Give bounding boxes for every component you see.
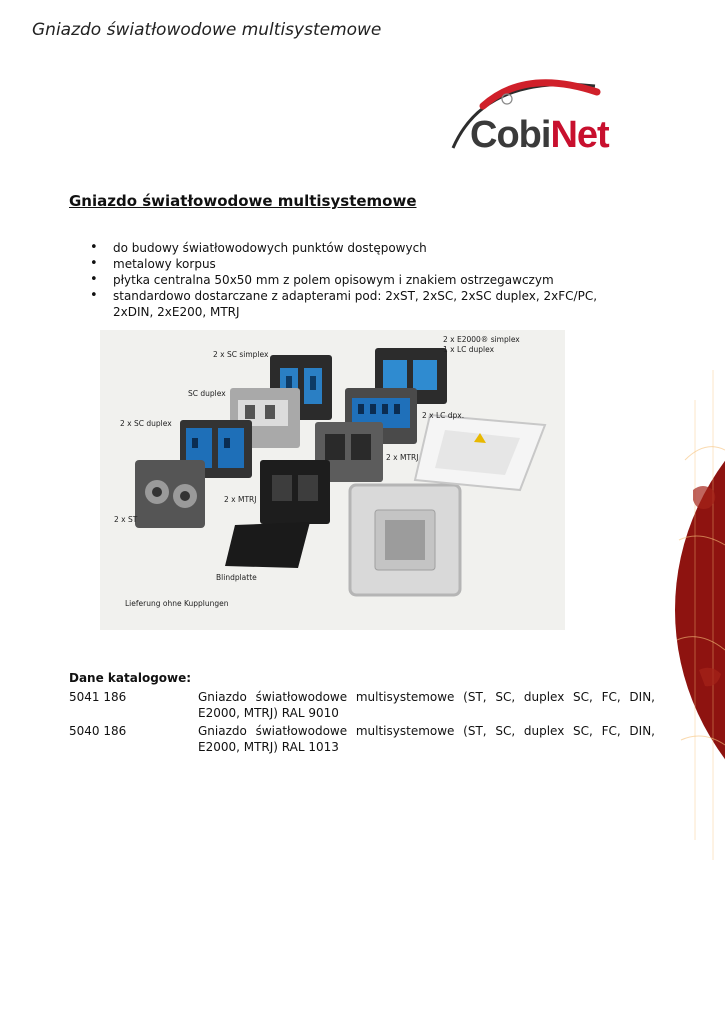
- feature-list: [90, 240, 630, 320]
- feature-item: • standardowo dostarczane z adapterami pod: 2xST, 2xSC, 2xSC duplex, 2xFC/PC, 2xDIN, 2xE200, MTRJ: [90, 288, 630, 320]
- photo-label-st: 2 x ST: [114, 515, 138, 524]
- photo-label-2x-sc-duplex: 2 x SC duplex: [120, 419, 172, 428]
- document-title: Gniazdo światłowodowe multisystemowe: [69, 192, 417, 210]
- photo-label-lc-dpx: 2 x LC dpx.: [422, 411, 465, 420]
- catalog-code: 5040 186: [69, 724, 127, 738]
- photo-label-e2000-line2: 1 x LC duplex: [443, 345, 495, 354]
- photo-label-e2000-line1: 2 x E2000® simplex: [443, 335, 520, 344]
- photo-label-blindplatte: Blindplatte: [216, 573, 257, 582]
- photo-label-sc-duplex: SC duplex: [188, 389, 226, 398]
- decorative-globe-image: [675, 340, 725, 880]
- photo-label-mtrj-right: 2 x MTRJ: [386, 453, 419, 462]
- header-title: Gniazdo światłowodowe multisystemowe: [32, 20, 382, 40]
- product-photo: [100, 330, 565, 630]
- feature-item: • metalowy korpus: [90, 256, 630, 272]
- cobinet-logo: [445, 66, 615, 156]
- feature-item: • do budowy światłowodowych punktów dostępowych: [90, 240, 630, 256]
- catalog-heading: Dane katalogowe:: [69, 671, 192, 685]
- photo-label-mtrj-bottom: 2 x MTRJ: [224, 495, 257, 504]
- photo-label-sc-simplex: 2 x SC simplex: [213, 350, 269, 359]
- catalog-table: [69, 689, 655, 757]
- catalog-code: 5041 186: [69, 690, 127, 704]
- catalog-row: [69, 723, 655, 755]
- feature-item: • płytka centralna 50x50 mm z polem opisowym i znakiem ostrzegawczym: [90, 272, 630, 288]
- photo-caption: Lieferung ohne Kupplungen: [125, 599, 229, 608]
- catalog-description: Gniazdo światłowodowe multisystemowe (ST, SC, duplex SC, FC, DIN, E2000, MTRJ) RAL 9010: [198, 690, 655, 720]
- svg-text:CobiNet: CobiNet: [470, 114, 609, 156]
- catalog-row: [69, 689, 655, 721]
- catalog-description: Gniazdo światłowodowe multisystemowe (ST, SC, duplex SC, FC, DIN, E2000, MTRJ) RAL 1013: [198, 724, 655, 754]
